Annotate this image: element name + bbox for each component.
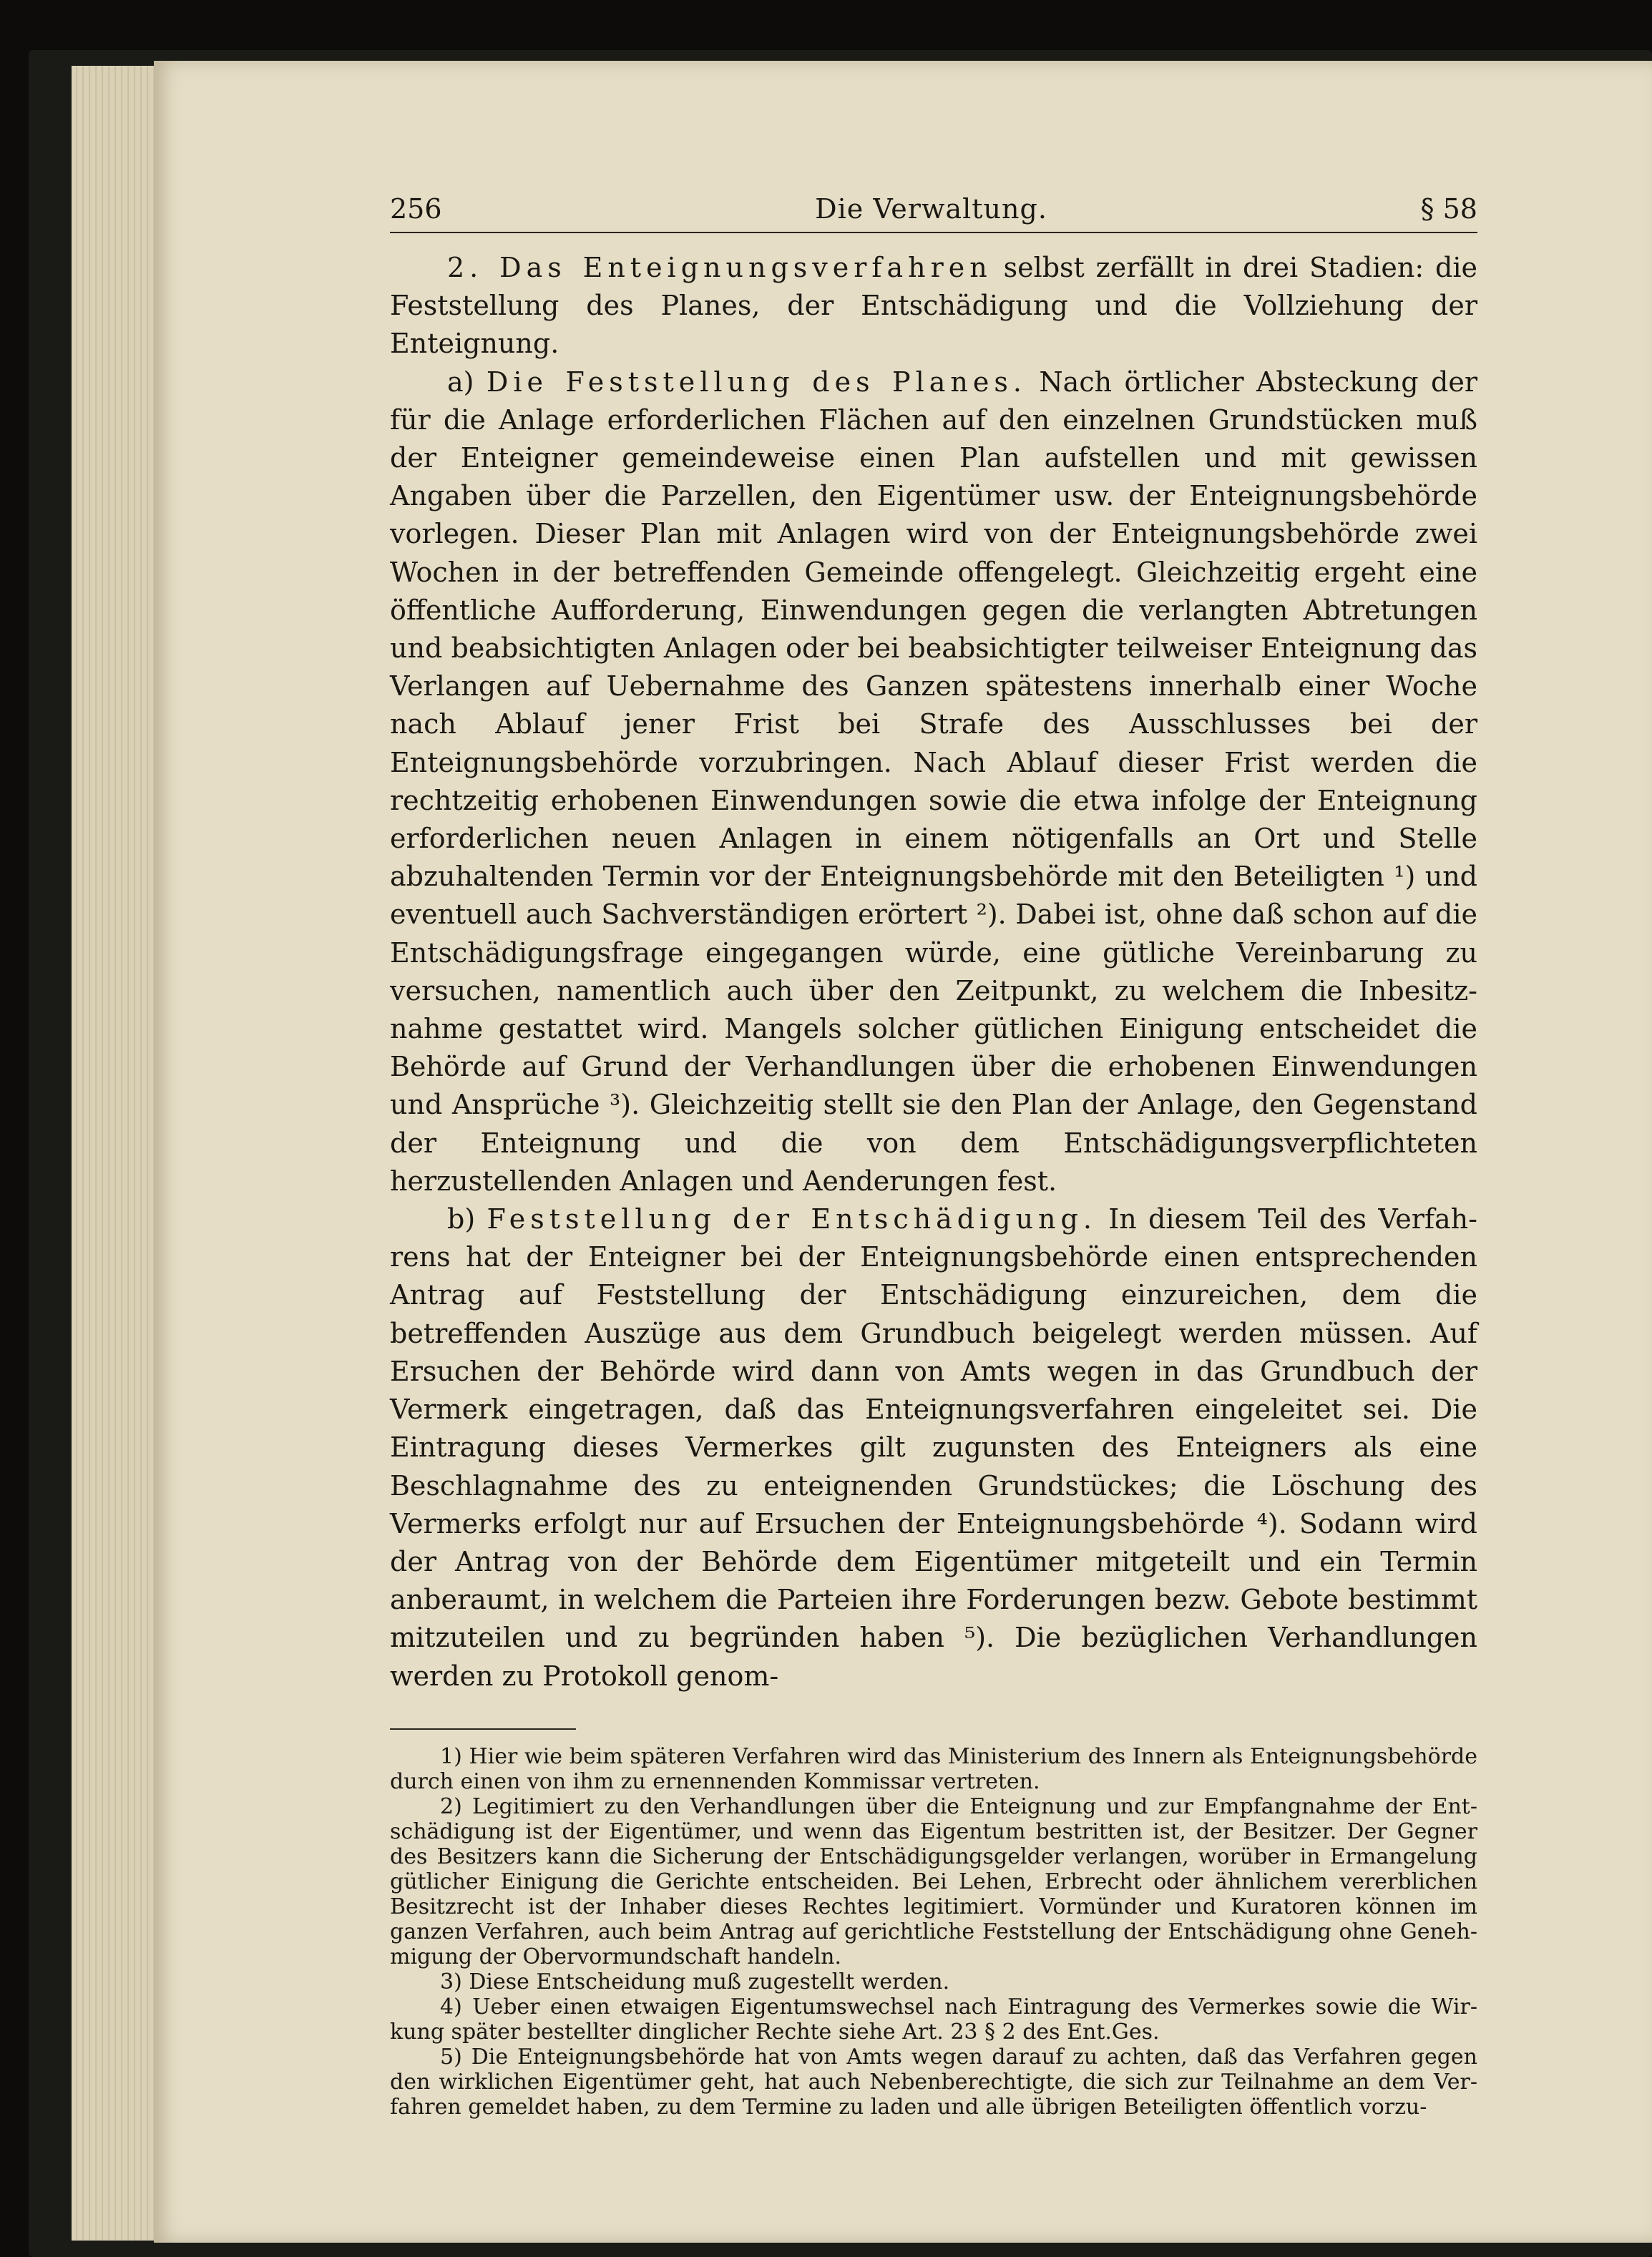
body-text — [390, 249, 1477, 1695]
paragraph-marker: b) — [447, 1203, 487, 1235]
footnotes — [390, 1744, 1477, 2120]
paragraph-enteignungsverfahren — [390, 249, 1477, 363]
footnote-5: 5) Die Enteignungsbehörde hat von Amts wegen darauf zu achten, daß das Verfahren gegen den wirklichen Eigentümer geht, hat auch Nebenberechtigte, die sich zur Teilnahme an dem Verfahren gemeldet haben, zu dem Termine zu laden und alle übrigen Beteiligten öffentlich vorzu- — [390, 2044, 1477, 2120]
paragraph-feststellung-entschaedigung — [390, 1200, 1477, 1695]
page-edges — [72, 66, 165, 2241]
paragraph-text: Nach örtlicher Absteckung der für die Anlage erforderlichen Flächen auf den einzelnen Grundstücken muß der Enteigner gemeindeweise einen Plan aufstellen und mit gewissen Angaben über die Parzellen, den Eigentümer usw. der Enteignungsbehörde vorlegen. Dieser Plan mit Anlagen wird von der Enteignungsbehörde zwei Wochen in der betreffenden Gemeinde offengelegt. Gleichzeitig ergeht eine öffentliche Aufforderung, Einwendungen gegen die verlangten Abtretungen und beabsichtigten Anlagen oder bei beabsichtigter teilweiser Enteignung das Verlangen auf Uebernahme des Ganzen spätestens innerhalb einer Woche nach Ablauf jener Frist bei Strafe des Ausschlusses bei der Enteignungsbehörde vorzubringen. Nach Ablauf dieser Frist werden die rechtzeitig erhobenen Einwendungen sowie die etwa infolge der Enteignung erforderlichen neuen Anlagen in einem nötigenfalls an Ort und Stelle abzuhaltenden Termin vor der Enteignungsbehörde mit den Beteiligten ¹) und eventuell auch Sachverständigen erörtert ²). Dabei ist, ohne daß schon auf die Entschädigungsfrage eingegangen würde, eine gütliche Vereinbarung zu versuchen, namentlich auch über den Zeitpunkt, zu welchem die Inbesitznahme gestattet wird. Mangels solcher gütlichen Einigung entscheidet die Behörde auf Grund der Verhandlungen über die erhobenen Einwendungen und Ansprüche ³). Gleichzeitig stellt sie den Plan der Anlage, den Gegenstand der Enteignung und die von dem Entschädigungsverpflichteten herzustellenden Anlagen und Aenderungen fest. — [390, 366, 1477, 1197]
paragraph-feststellung-planes — [390, 363, 1477, 1200]
running-head — [390, 192, 1477, 233]
paragraph-marker: a) — [447, 366, 487, 398]
footnote-4: 4) Ueber einen etwaigen Eigentumswechsel nach Eintragung des Vermerkes sowie die Wirkung später bestellter dinglicher Rechte siehe Art. 23 § 2 des Ent.Ges. — [390, 1994, 1477, 2045]
chapter-title: Die Verwaltung. — [815, 193, 1047, 225]
paragraph-lead: 2. Das Enteignungsverfahren — [447, 252, 992, 283]
section-number: § 58 — [1420, 193, 1477, 225]
paragraph-lead: Die Feststellung des Planes. — [486, 366, 1027, 398]
paragraph-text: selbst zerfällt in drei Stadien: die Feststellung des Planes, der Entschädigung und die Vollziehung der Enteignung. — [390, 252, 1477, 360]
page-number: 256 — [390, 193, 442, 225]
footnote-divider — [390, 1728, 576, 1730]
paragraph-lead: Feststellung der Entschädigung. — [487, 1203, 1097, 1235]
paragraph-text: In diesem Teil des Verfahrens hat der Enteigner bei der Enteignungsbehörde einen entsprechenden Antrag auf Feststellung der Entschädigung einzureichen, dem die betreffenden Auszüge aus dem Grundbuch beigelegt werden müssen. Auf Ersuchen der Behörde wird dann von Amts wegen in das Grundbuch der Vermerk eingetragen, daß das Enteignungsverfahren eingeleitet sei. Die Eintragung dieses Vermerkes gilt zugunsten des Enteigners als eine Beschlagnahme des zu enteignenden Grundstückes; die Löschung des Vermerks erfolgt nur auf Ersuchen der Enteignungsbehörde ⁴). Sodann wird der Antrag von der Behörde dem Eigentümer mitgeteilt und ein Termin anberaumt, in welchem die Parteien ihre Forderungen bezw. Gebote bestimmt mitzuteilen und zu begründen haben ⁵). Die bezüglichen Verhandlungen werden zu Protokoll genom- — [390, 1203, 1477, 1692]
footnote-3: 3) Diese Entscheidung muß zugestellt werden. — [440, 1969, 950, 1994]
footnote-2: 2) Legitimiert zu den Verhandlungen über die Enteignung und zur Empfangnahme der Entschädigung ist der Eigentümer, und wenn das Eigentum bestritten ist, der Besitzer. Der Gegner des Besitzers kann die Sicherung der Entschädigungsgelder verlangen, worüber in Ermangelung gütlicher Einigung die Gerichte entscheiden. Bei Lehen, Erbrecht oder ähnlichem vererblichen Besitzrecht ist der Inhaber dieses Rechtes legitimiert. Vormünder und Kuratoren können im ganzen Verfahren, auch beim Antrag auf gerichtliche Feststellung der Entschädigung ohne Genehmigung der Obervormundschaft handeln. — [390, 1793, 1477, 1969]
page-content — [390, 192, 1477, 2120]
footnote-1: 1) Hier wie beim späteren Verfahren wird das Ministerium des Innern als Enteignungsbehörde durch einen von ihm zu ernennenden Kommissar vertreten. — [390, 1743, 1477, 1794]
